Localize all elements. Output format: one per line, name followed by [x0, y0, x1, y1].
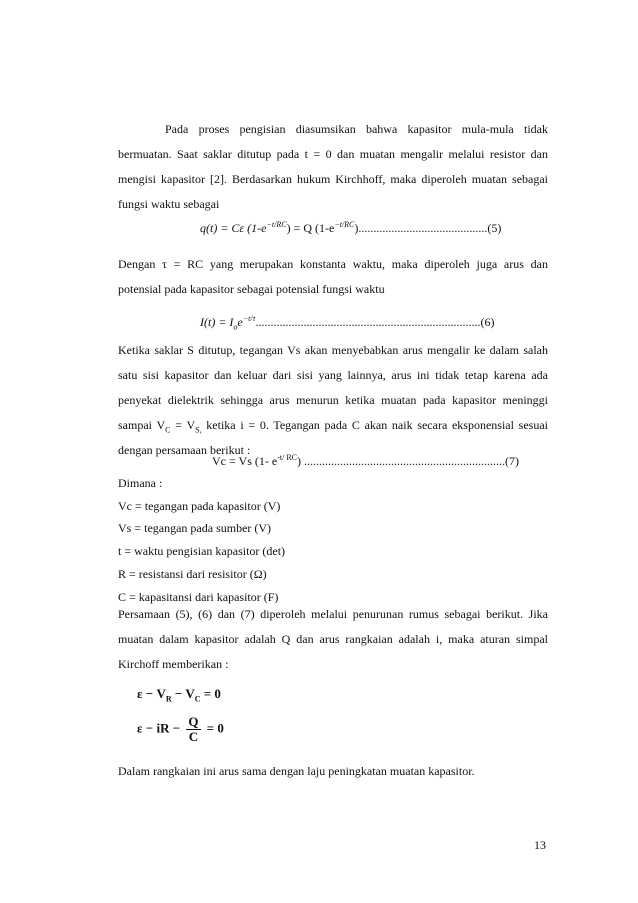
dimana-label: Dimana :: [118, 476, 163, 490]
eq6-exponent: −t/τ: [242, 314, 256, 323]
definition-vc: Vc = tegangan pada kapasitor (V): [118, 499, 281, 513]
eq7-leader-dots: ...................................................................: [303, 454, 505, 468]
eq5-exponent-2: −t/RC: [334, 220, 355, 229]
definition-r: R = resistansi dari resisitor (Ω): [118, 567, 267, 581]
eq5-middle: ) = Q (1-e: [286, 221, 335, 235]
para3-sub-s: S,: [195, 425, 202, 435]
eq7-number: (7): [504, 454, 519, 468]
eq5-number: (5): [487, 221, 502, 235]
eq6-e: e: [237, 315, 243, 329]
kirchhoff-equation-1: [137, 686, 221, 702]
eqk2-part-c: = 0: [206, 720, 224, 736]
page-number: 13: [534, 838, 546, 852]
eqk2-fraction: [186, 715, 200, 744]
paragraph-closing: Dalam rangkaian ini arus sama dengan laju peningkatan muatan kapasitor.: [118, 764, 475, 778]
definition-c: C = kapasitansi dari kapasitor (F): [118, 590, 279, 604]
eq6-lhs: I(t) = I: [200, 315, 234, 329]
definition-t: t = waktu pengisian kapasitor (det): [118, 544, 286, 558]
para3-text: Ketika saklar S ditutup, tegangan Vs akan menyebabkan arus mengalir ke dalam salah satu sisi kapasitor dan keluar dari sisi yang lainnya, arus ini tidak tetap karena ada penyekat dielektrik sehingga arus menurun ketika muatan pada kapasitor meninggi sampai V: [118, 343, 548, 432]
paragraph-intro: Pada proses pengisian diasumsikan bahwa kapasitor mula-mula tidak bermuatan. Saat saklar ditutup pada t = 0 dan muatan mengalir melalui resistor dan mengisi kapasitor [2]. Berdasarkan hukum Kirchhoff, maka diperoleh muatan sebagai fungsi waktu sebagai: [118, 122, 548, 211]
equation-7: [212, 453, 519, 469]
eqk1-sub-r: R: [165, 694, 172, 704]
eqk1-sub-c: C: [194, 694, 201, 704]
eqk1-part-a: ε − V: [137, 686, 166, 701]
eq5-exponent-1: −t/RC: [266, 220, 287, 229]
definition-vs: Vs = tegangan pada sumber (V): [118, 521, 272, 535]
para3-mid: = V: [170, 418, 196, 432]
eq5-leader-dots: ...........................................: [358, 221, 488, 235]
eqk2-part-a: ε − iR −: [137, 720, 181, 736]
eq7-end: ): [296, 454, 301, 468]
eq7-lhs: Vc = Vs (1- e: [212, 454, 278, 468]
equation-5: [200, 220, 501, 236]
eqk1-part-c: = 0: [200, 686, 221, 701]
kirchhoff-equation-2: [137, 715, 224, 744]
equation-6: [200, 314, 494, 330]
eq5-lhs: q(t) = Cε (1-e: [200, 221, 267, 235]
eqk2-denominator: C: [188, 729, 199, 744]
eq6-leader-dots: ...........................................................................: [255, 315, 481, 329]
eqk2-numerator: Q: [188, 714, 199, 729]
paragraph-derivation: Persamaan (5), (6) dan (7) diperoleh melalui penurunan rumus sebagai berikut. Jika muatan dalam kapasitor adalah Q dan arus rangkaian adalah i, maka aturan simpal Kirchoff memberikan :: [118, 607, 548, 671]
para3-end: ketika i = 0. Tegangan pada C akan naik secara eksponensial sesuai dengan persamaan berikut :: [118, 418, 548, 457]
eq7-exponent: -t/ RC: [277, 453, 297, 462]
eq6-number: (6): [480, 315, 495, 329]
para3-sub-c: C: [165, 425, 171, 435]
eq5-end: ): [354, 221, 359, 235]
paragraph-tau: Dengan τ = RC yang merupakan konstanta waktu, maka diperoleh juga arus dan potensial pada kapasitor sebagai potensial fungsi waktu: [118, 257, 548, 296]
eq6-subscript: o: [233, 322, 238, 332]
paragraph-saklar: [118, 338, 548, 463]
eqk1-part-b: − V: [171, 686, 195, 701]
